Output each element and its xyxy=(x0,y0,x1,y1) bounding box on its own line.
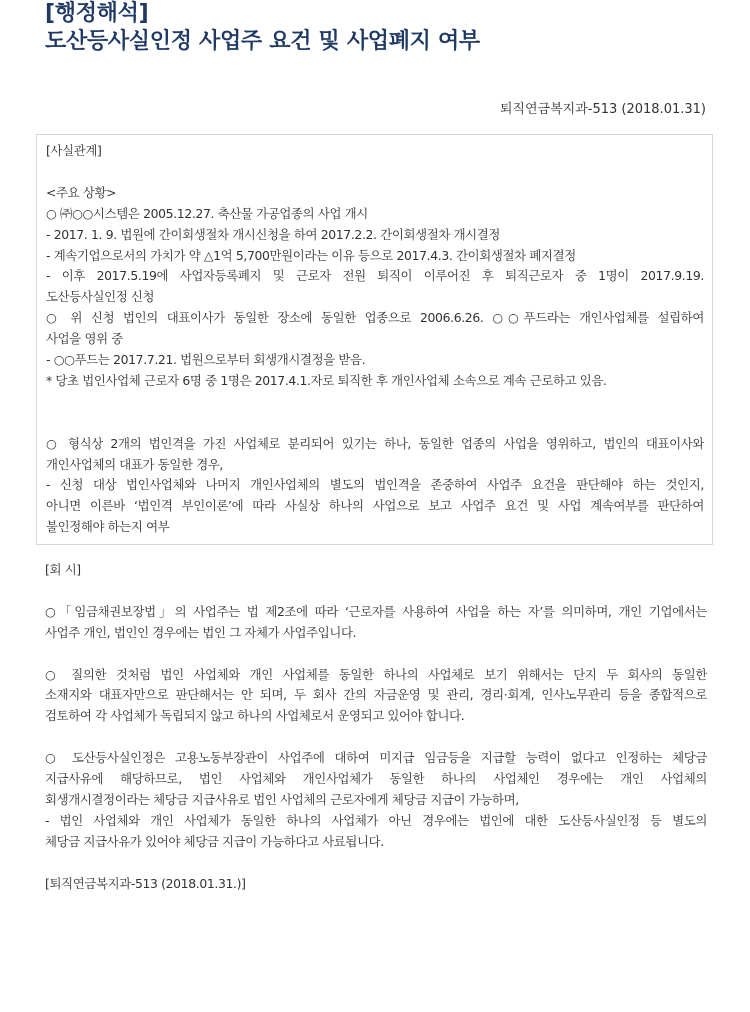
question-line: ○ 형식상 2개의 법인격을 가진 사업체로 분리되어 있기는 하나, 동일한 업종의 사업을 영위하고, 법인의 대표이사와 xyxy=(46,435,704,451)
question-line: - 신청 대상 법인사업체와 나머지 개인사업체의 별도의 법인격을 존중하여 사업주 요건을 판단해야 하는 것인지, xyxy=(46,477,704,493)
facts-line: 사업을 영위 중 xyxy=(46,331,123,347)
facts-subheading: <주요 상황> xyxy=(46,184,117,200)
reply-heading: [회 시] xyxy=(45,562,81,577)
question-line: 개인사업체의 대표가 동일한 경우, xyxy=(46,456,224,472)
reply-footer-reference: [퇴직연금복지과-513 (2018.01.31.)] xyxy=(45,875,246,891)
facts-line: - ○○푸드는 2017.7.21. 법원으로부터 회생개시결정을 받음. xyxy=(46,352,366,368)
facts-box xyxy=(36,134,713,545)
spacer xyxy=(45,853,707,874)
page-category: [행정해석] xyxy=(45,1,149,26)
spacer xyxy=(45,581,707,602)
facts-line: - 2017. 1. 9. 법원에 간이회생절차 개시신청을 하여 2017.2.2. 간이회생절차 개시결정 xyxy=(46,226,501,242)
spacer xyxy=(45,727,707,748)
facts-line: ○ 위 신청 법인의 대표이사가 동일한 장소에 동일한 업종으로 2006.6.26. ○○푸드라는 개인사업체를 설립하여 xyxy=(46,310,704,326)
facts-line: * 당초 법인사업체 근로자 6명 중 1명은 2017.4.1.자로 퇴직한 후 개인사업체 소속으로 계속 근로하고 있음. xyxy=(46,372,607,388)
reply-line: ○ 도산등사실인정은 고용노동부장관이 사업주에 대하여 미지급 임금등을 지급할 능력이 없다고 인정하는 체당금 xyxy=(45,750,707,766)
reply-line: 체당금 지급사유가 있어야 체당금 지급이 가능하다고 사료됩니다. xyxy=(45,833,384,849)
reply-line: 사업주 개인, 법인인 경우에는 법인 그 자체가 사업주입니다. xyxy=(45,624,357,640)
facts-heading: [사실관계] xyxy=(46,143,102,158)
spacer xyxy=(46,413,704,434)
spacer xyxy=(46,392,704,413)
reply-line: 소재지와 대표자만으로 판단해서는 안 되며, 두 회사 간의 자금운영 및 관리, 경리·회계, 인사노무관리 등을 종합적으로 xyxy=(45,687,707,703)
reply-line: 지급사유에 해당하므로, 법인 사업체와 개인사업체가 동일한 하나의 사업체인 경우에는 개인 사업체의 xyxy=(45,771,707,787)
reply-line: 회생개시결정이라는 체당금 지급사유로 법인 사업체의 근로자에게 체당금 지급이 가능하며, xyxy=(45,791,519,807)
reply-section xyxy=(45,560,707,894)
reply-line: 검토하여 각 사업체가 독립되지 않고 하나의 사업체로서 운영되고 있어야 합니다. xyxy=(45,708,465,724)
title-block xyxy=(45,0,725,56)
spacer xyxy=(45,644,707,665)
facts-line: - 이후 2017.5.19에 사업자등록폐지 및 근로자 전원 퇴직이 이루어진 후 퇴직근로자 중 1명이 2017.9.19. xyxy=(46,268,704,284)
spacer xyxy=(46,162,704,183)
question-line: 아니면 이른바 ‘법인격 부인이론’에 따라 사실상 하나의 사업으로 보고 사업주 요건 및 사업 계속여부를 판단하여 xyxy=(46,498,704,514)
facts-line: ○ ㈜○○시스템은 2005.12.27. 축산물 가공업종의 사업 개시 xyxy=(46,205,368,221)
question-line: 불인정해야 하는지 여부 xyxy=(46,519,170,535)
page-title: 도산등사실인정 사업주 요건 및 사업폐지 여부 xyxy=(45,29,480,54)
facts-line: 도산등사실인정 신청 xyxy=(46,289,155,305)
reply-line: ○ 질의한 것처럼 법인 사업체와 개인 사업체를 동일한 하나의 사업체로 보기 위해서는 단지 두 회사의 동일한 xyxy=(45,666,707,682)
reply-line: ○「임금채권보장법」의 사업주는 법 제2조에 따라 ‘근로자를 사용하여 사업을 하는 자’를 의미하며, 개인 기업에서는 xyxy=(45,603,707,619)
facts-line: - 계속기업으로서의 가치가 약 △1억 5,700만원이라는 이유 등으로 2017.4.3. 간이회생절차 폐지결정 xyxy=(46,247,576,263)
reply-line: - 법인 사업체와 개인 사업체가 동일한 하나의 사업체가 아닌 경우에는 법인에 대한 도산등사실인정 등 별도의 xyxy=(45,812,707,828)
document-reference: 퇴직연금복지과-513 (2018.01.31) xyxy=(499,102,706,117)
